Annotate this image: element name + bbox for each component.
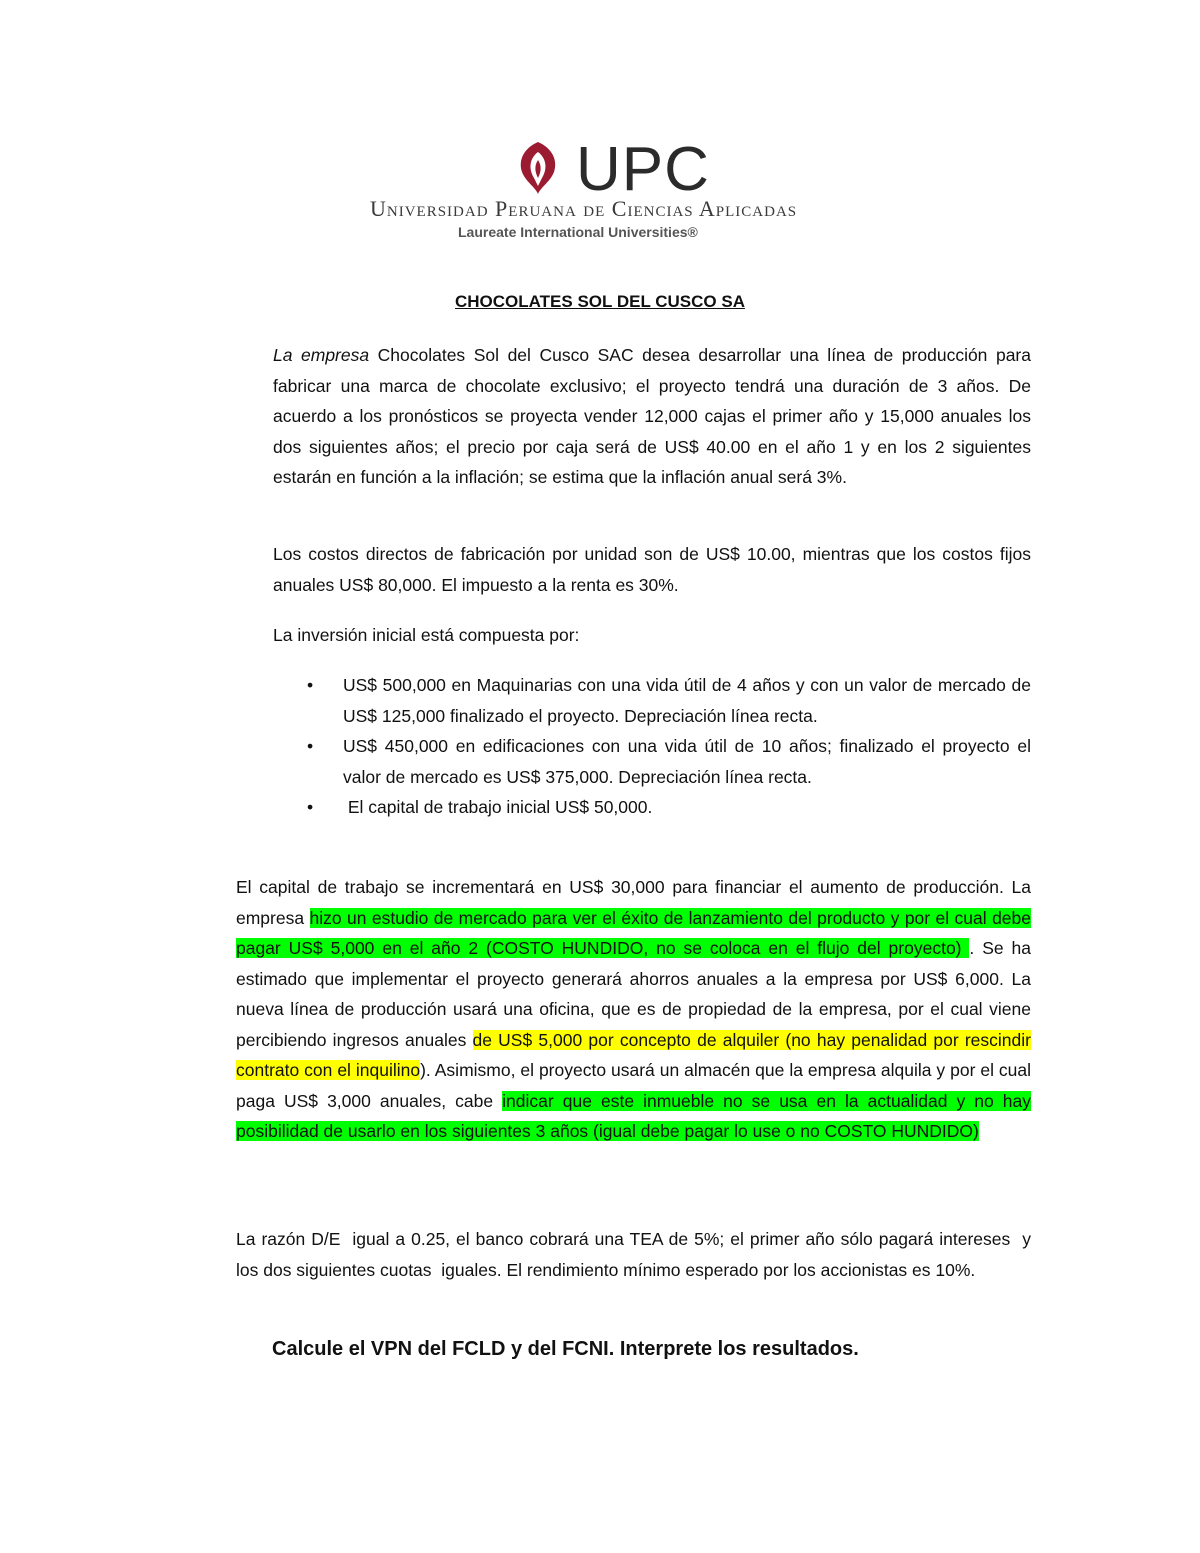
bullet-icon: • — [307, 675, 314, 695]
list-item — [307, 670, 1031, 731]
working-capital-paragraph — [236, 872, 1031, 1147]
wc-text-2: . Se ha estimado que implementar el proyecto generará ahorros anuales a la empresa por US$ 6,000. La nueva línea de producción usará una oficina, que es de propiedad de la empresa, por el cual viene percibiendo ingresos anuales — [236, 938, 1031, 1050]
highlight-green-2: indicar que este inmueble no se usa en la actualidad y no hay posibilidad de usarlo en los siguientes 3 años (igual debe pagar lo use o no COSTO HUNDIDO) — [236, 1090, 1031, 1141]
logo-brand: UPC — [576, 135, 710, 204]
financing-paragraph: La razón D/E igual a 0.25, el banco cobrará una TEA de 5%; el primer año sólo pagará intereses y los dos siguientes cuotas iguales. El rendimiento mínimo esperado por los accionistas es 10%. — [236, 1229, 1041, 1280]
list-item-text: US$ 450,000 en edificaciones con una vida útil de 10 años; finalizado el proyecto el valor de mercado es US$ 375,000. Depreciación línea recta. — [343, 736, 1031, 787]
bullet-icon: • — [307, 797, 314, 817]
wc-text-1: El capital de trabajo se incrementará en US$ 30,000 para financiar el aumento de producción. La empresa — [236, 877, 1031, 928]
highlight-green-1: hizo un estudio de mercado para ver el éxito de lanzamiento del producto y por el cual debe pagar US$ 5,000 en el año 2 (COSTO HUNDIDO, no se coloca en el flujo del proyecto) — [236, 907, 1032, 958]
list-item-text: US$ 500,000 en Maquinarias con una vida útil de 4 años y con un valor de mercado de US$ 125,000 finalizado el proyecto. Depreciación línea recta. — [343, 675, 1031, 726]
upc-flame-icon — [508, 138, 568, 198]
investment-intro: La inversión inicial está compuesta por: — [273, 625, 580, 645]
list-item — [307, 792, 1031, 823]
intro-lead: La empresa — [273, 345, 370, 365]
investment-list — [307, 670, 1031, 823]
intro-paragraph — [273, 340, 1031, 493]
task-statement: Calcule el VPN del FCLD y del FCNI. Interprete los resultados. — [272, 1338, 859, 1360]
intro-text: Chocolates Sol del Cusco SAC desea desarrollar una línea de producción para fabricar una marca de chocolate exclusivo; el proyecto tendrá una duración de 3 años. De acuerdo a los pronósticos se proyecta vender 12,000 cajas el primer año y 15,000 anuales los dos siguientes años; el precio por caja será de US$ 40.00 en el año 1 y en los 2 siguientes estarán en función a la inflación; se estima que la inflación anual será 3%. — [273, 345, 1031, 487]
logo-university: Universidad Peruana de Ciencias Aplicadas — [370, 196, 798, 221]
costs-paragraph: Los costos directos de fabricación por unidad son de US$ 10.00, mientras que los costos fijos anuales US$ 80,000. El impuesto a la renta es 30%. — [273, 544, 1031, 595]
wc-text-3: ). Asimismo, el proyecto usará un almacén que la empresa alquila y por el cual paga US$ 3,000 anuales, cabe — [236, 1060, 1031, 1111]
logo-network: Laureate International Universities® — [458, 224, 698, 240]
highlight-yellow-1: de US$ 5,000 por concepto de alquiler (no hay penalidad por rescindir contrato con el inquilino — [236, 1029, 1031, 1080]
bullet-icon: • — [307, 736, 314, 756]
document-title: CHOCOLATES SOL DEL CUSCO SA — [455, 292, 745, 311]
list-item — [307, 731, 1031, 792]
list-item-text: El capital de trabajo inicial US$ 50,000. — [343, 797, 653, 817]
upc-logo — [370, 135, 848, 248]
